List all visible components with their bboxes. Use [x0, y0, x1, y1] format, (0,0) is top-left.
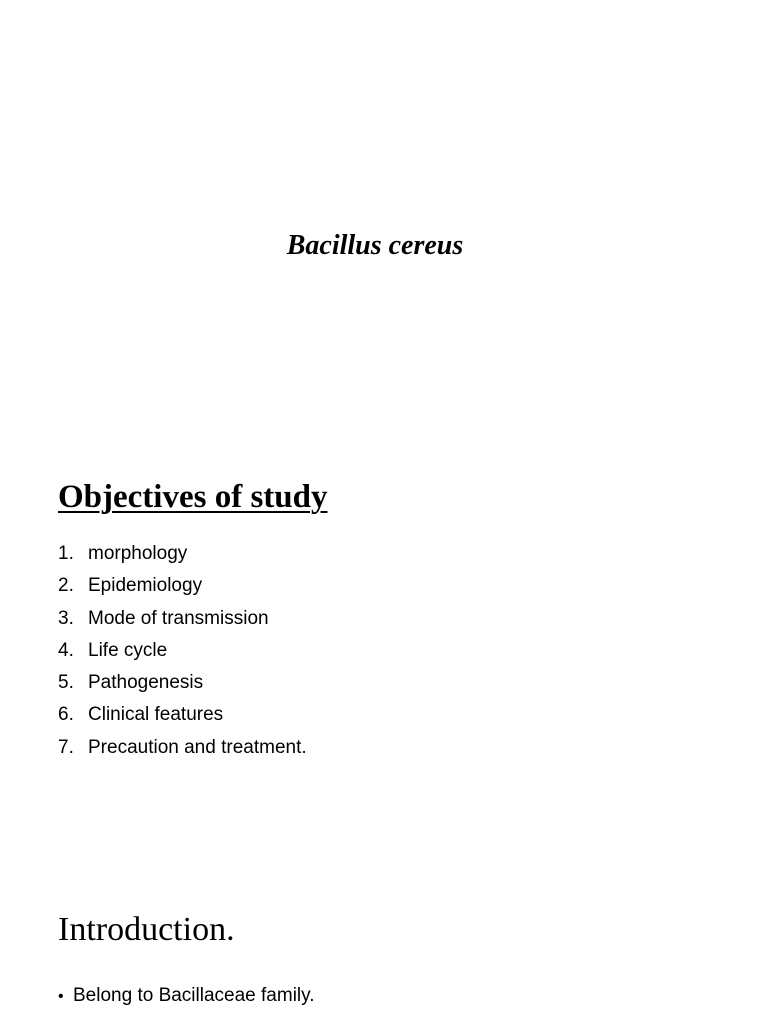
bullet-icon: • — [58, 988, 64, 1005]
list-item — [58, 570, 307, 602]
list-item-text: Epidemiology — [88, 575, 203, 597]
list-item-text: morphology — [88, 543, 188, 564]
list-item — [58, 699, 307, 731]
list-item-text: Pathogenesis — [88, 672, 204, 694]
list-item-text: Precaution and treatment. — [88, 736, 307, 758]
introduction-heading: Introduction. — [58, 911, 235, 948]
list-number: 1. — [58, 543, 74, 564]
list-item-text: Life cycle — [88, 639, 168, 661]
list-item — [58, 538, 307, 570]
document-title: Bacillus cereus — [286, 230, 464, 261]
list-number: 4. — [58, 639, 74, 661]
list-number: 3. — [58, 607, 74, 629]
list-number: 7. — [58, 736, 74, 758]
list-number: 6. — [58, 704, 74, 726]
list-number: 2. — [58, 575, 74, 597]
objectives-heading: Objectives of study — [58, 479, 328, 515]
objectives-list — [58, 538, 307, 764]
list-item-text: Clinical features — [88, 704, 224, 726]
list-item — [58, 732, 307, 764]
list-item-text: Mode of transmission — [88, 607, 269, 629]
bullet-text: Belong to Bacillaceae family. — [73, 985, 315, 1006]
bullet-item — [58, 982, 315, 1010]
list-item — [58, 667, 307, 699]
list-item — [58, 635, 307, 667]
list-item — [58, 603, 307, 635]
list-number: 5. — [58, 672, 74, 694]
introduction-bullets — [58, 982, 315, 1010]
